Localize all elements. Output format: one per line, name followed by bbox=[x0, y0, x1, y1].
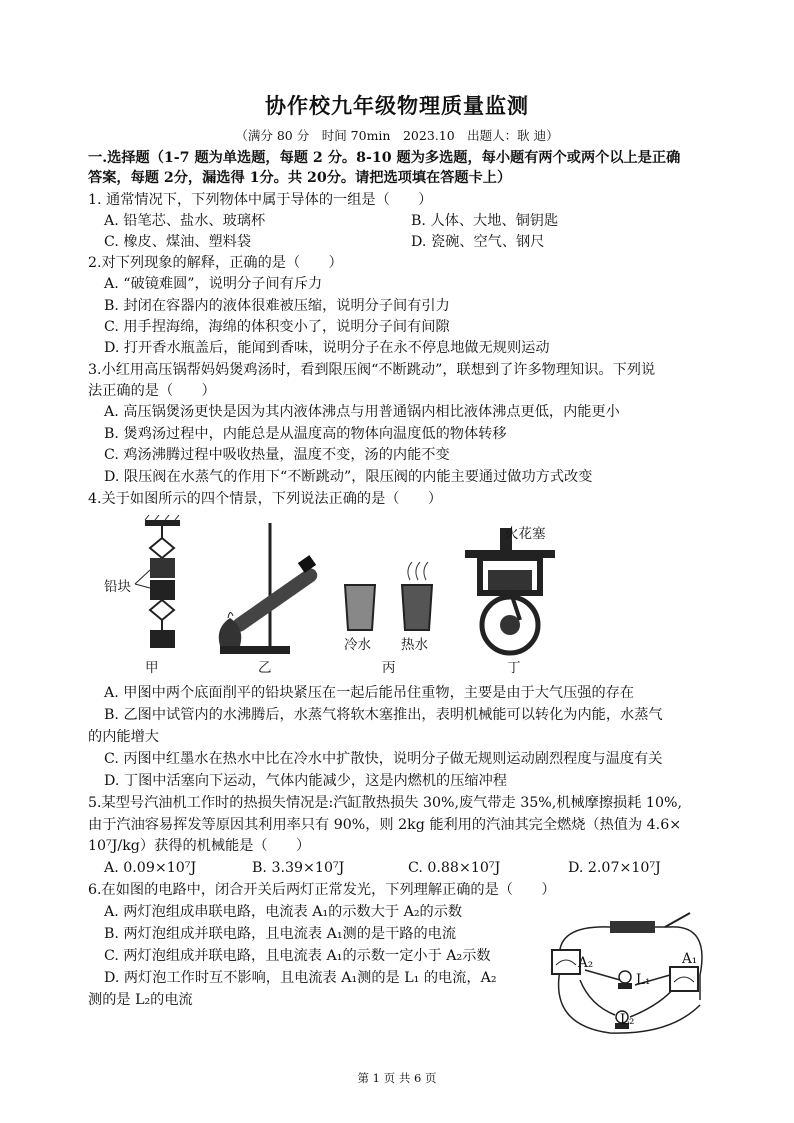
figure-bing-beakers bbox=[340, 560, 440, 640]
q1-option-c: C. 橡皮、煤油、塑料袋 bbox=[104, 234, 252, 250]
q2-option-a: A. “破镜难圆”，说明分子间有斥力 bbox=[104, 276, 323, 292]
q3-option-c: C. 鸡汤沸腾过程中吸收热量，温度不变，汤的内能不变 bbox=[104, 447, 450, 463]
lead-block-label: 铅块 bbox=[104, 579, 131, 595]
figure-circuit bbox=[540, 905, 710, 1050]
q4-option-b-cont: 的内能增大 bbox=[88, 729, 159, 745]
figure-label-yi: 乙 bbox=[258, 660, 272, 676]
q5-option-a: A. 0.09×10⁷J bbox=[104, 860, 197, 876]
q3-option-b: B. 煲鸡汤过程中，内能总是从温度高的物体向温度低的物体转移 bbox=[104, 426, 507, 442]
q3-stem-cont: 法正确的是（ ） bbox=[88, 383, 216, 399]
section-heading: 一.选择题（1-7 题为单选题，每题 2 分。8-10 题为多选题，每小题有两个或两个以上是正确 bbox=[88, 150, 681, 166]
page-footer: 第 1 页 共 6 页 bbox=[357, 1071, 437, 1085]
q6-option-b: B. 两灯泡组成并联电路，且电流表 A₁测的是干路的电流 bbox=[104, 926, 457, 942]
q5-stem-cont2: 10⁷J/kg）获得的机械能是（ ） bbox=[88, 838, 311, 854]
ammeter-a1-label: A₁ bbox=[682, 951, 698, 967]
q4-option-c: C. 丙图中红墨水在热水中比在冷水中扩散快，说明分子做无规则运动剧烈程度与温度有关 bbox=[104, 751, 663, 767]
figure-label-bing: 丙 bbox=[382, 660, 396, 676]
ammeter-a2-label: A₂ bbox=[578, 955, 594, 971]
q4-option-d: D. 丁图中活塞向下运动，气体内能减少，这是内燃机的压缩冲程 bbox=[104, 773, 507, 789]
figure-label-jia: 甲 bbox=[145, 660, 159, 676]
spark-plug-label: 火花塞 bbox=[505, 526, 546, 542]
q5-stem-cont: 由于汽油容易挥发等原因其利用率只有 90%，则 2kg 能利用的汽油其完全燃烧（热值为 4.6× bbox=[88, 817, 682, 833]
q1-option-d: D. 瓷碗、空气、钢尺 bbox=[411, 234, 545, 250]
q4-option-a: A. 甲图中两个底面削平的铅块紧压在一起后能吊住重物，主要是由于大气压强的存在 bbox=[104, 685, 635, 701]
q1-stem: 1. 通常情况下，下列物体中属于导体的一组是（ ） bbox=[88, 192, 433, 208]
q6-option-d: D. 两灯泡工作时互不影响，且电流表 A₁测的是 L₁ 的电流，A₂ bbox=[104, 970, 497, 986]
q2-option-b: B. 封闭在容器内的液体很难被压缩，说明分子间有引力 bbox=[104, 298, 450, 314]
q6-stem: 6.在如图的电路中，闭合开关后两灯正常发光，下列理解正确的是（ ） bbox=[88, 882, 556, 898]
q5-stem: 5.某型号汽油机工作时的热损失情况是:汽缸散热损失 30%,废气带走 35%,机械摩擦损耗 10%, bbox=[88, 795, 682, 811]
q1-option-b: B. 人体、大地、铜钥匙 bbox=[411, 213, 559, 229]
q2-option-c: C. 用手捏海绵，海绵的体积变小了，说明分子间有间隙 bbox=[104, 319, 450, 335]
q5-option-d: D. 2.07×10⁷J bbox=[568, 860, 661, 876]
q5-option-b: B. 3.39×10⁷J bbox=[252, 860, 345, 876]
q6-option-c: C. 两灯泡组成并联电路，且电流表 A₁的示数一定小于 A₂示数 bbox=[104, 948, 491, 964]
figure-yi-test-tube bbox=[200, 518, 330, 658]
q4-option-b: B. 乙图中试管内的水沸腾后，水蒸气将软木塞推出，表明机械能可以转化为内能，水蒸气 bbox=[104, 707, 663, 723]
q6-option-a: A. 两灯泡组成串联电路，电流表 A₁的示数大于 A₂的示数 bbox=[104, 904, 463, 920]
lamp-l2-label: L₂ bbox=[620, 1012, 635, 1028]
q5-option-c: C. 0.88×10⁷J bbox=[408, 860, 501, 876]
q3-option-d: D. 限压阀在水蒸气的作用下“不断跳动”，限压阀的内能主要通过做功方式改变 bbox=[104, 469, 593, 485]
section-heading-cont: 答案，每题 2分，漏选得 1分。共 20分。请把选项填在答题卡上） bbox=[88, 170, 512, 186]
q3-stem: 3.小红用高压锅帮妈妈煲鸡汤时，看到限压阀“不断跳动”，联想到了许多物理知识。下列说 bbox=[88, 362, 656, 378]
q2-option-d: D. 打开香水瓶盖后，能闻到香味，说明分子在永不停息地做无规则运动 bbox=[104, 340, 550, 356]
lamp-l1-label: L₁ bbox=[636, 972, 651, 988]
q2-stem: 2.对下列现象的解释，正确的是（ ） bbox=[88, 255, 343, 271]
q6-option-d-cont: 测的是 L₂的电流 bbox=[88, 992, 193, 1008]
q4-stem: 4.关于如图所示的四个情景，下列说法正确的是（ ） bbox=[88, 491, 443, 507]
q1-option-a: A. 铅笔芯、盐水、玻璃杯 bbox=[104, 213, 266, 229]
hot-water-label: 热水 bbox=[401, 637, 428, 653]
cold-water-label: 冷水 bbox=[344, 637, 371, 653]
q3-option-a: A. 高压锅煲汤更快是因为其内液体沸点与用普通锅内相比液体沸点更低，内能更小 bbox=[104, 404, 620, 420]
page-title: 协作校九年级物理质量监测 bbox=[265, 93, 529, 118]
figure-label-ding: 丁 bbox=[507, 660, 521, 676]
exam-info: （满分 80 分 时间 70min 2023.10 出题人：耿 迪） bbox=[235, 128, 559, 143]
